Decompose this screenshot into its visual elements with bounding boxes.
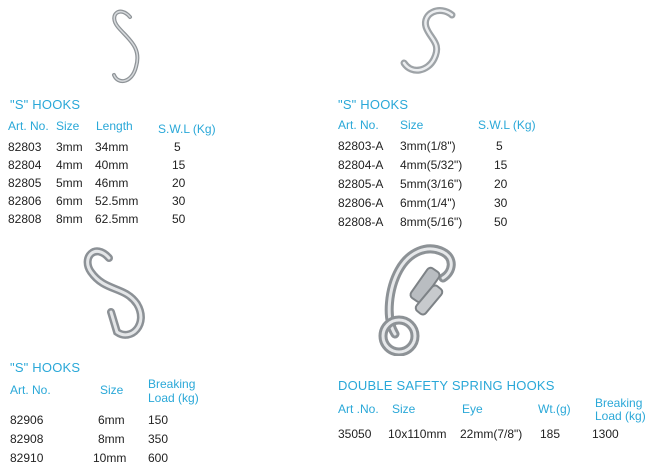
table-row — [330, 139, 630, 157]
table-row — [0, 140, 300, 158]
size: 6mm(1/4") — [400, 196, 456, 210]
art-no: 82908 — [10, 432, 44, 446]
table-row — [330, 427, 650, 445]
art-no: 82806 — [8, 194, 42, 208]
section1-header-length: Length — [96, 119, 133, 133]
swl: 20 — [172, 176, 186, 190]
art-no: 82806-A — [338, 196, 384, 210]
art-no: 82804 — [8, 158, 42, 172]
swl: 30 — [494, 196, 508, 210]
size: 4mm — [56, 158, 83, 172]
art-no: 82808 — [8, 212, 42, 226]
breaking-load: 600 — [148, 451, 169, 465]
s-hook-wide-icon — [75, 238, 165, 348]
art-no: 82805-A — [338, 177, 384, 191]
swl: 20 — [494, 177, 508, 191]
size: 3mm(1/8") — [400, 139, 456, 153]
length: 62.5mm — [95, 212, 139, 226]
weight: 185 — [540, 427, 561, 441]
section4-header-wt: Wt.(g) — [538, 402, 571, 416]
size: 8mm(5/16") — [400, 215, 463, 229]
table-row — [330, 158, 630, 176]
art-no: 82803-A — [338, 139, 384, 153]
size: 6mm — [56, 194, 83, 208]
section3-header-breaking: Breaking — [148, 377, 196, 391]
swl: 30 — [172, 194, 186, 208]
section4-header-artno: Art .No. — [338, 402, 379, 416]
size: 5mm — [56, 176, 83, 190]
size: 6mm — [98, 413, 125, 427]
art-no: 35050 — [338, 427, 372, 441]
table-row — [0, 451, 300, 469]
table-row — [0, 413, 300, 431]
length: 40mm — [95, 158, 129, 172]
section2-header-artno: Art. No. — [338, 118, 379, 132]
art-no: 82906 — [10, 413, 44, 427]
size: 8mm — [56, 212, 83, 226]
table-row — [0, 432, 300, 450]
table-row — [330, 196, 630, 214]
section2-header-size: Size — [400, 118, 424, 132]
length: 46mm — [95, 176, 129, 190]
table-row — [0, 212, 300, 230]
section1-header-swl: S.W.L (Kg) — [158, 122, 216, 136]
art-no: 82910 — [10, 451, 44, 465]
swl: 5 — [174, 140, 181, 154]
swl: 15 — [494, 158, 508, 172]
section3-header-load: Load (kg) — [148, 391, 199, 405]
table-row — [0, 176, 300, 194]
section1-title: "S" HOOKS — [10, 97, 81, 112]
section3-title: "S" HOOKS — [10, 360, 81, 375]
length: 34mm — [95, 140, 129, 154]
swl: 5 — [496, 139, 503, 153]
section2-header-swl: S.W.L (Kg) — [478, 118, 536, 132]
swl: 50 — [494, 215, 508, 229]
table-row — [0, 158, 300, 176]
size: 3mm — [56, 140, 83, 154]
table-row — [330, 177, 630, 195]
size: 10mm — [93, 451, 127, 465]
eye: 22mm(7/8") — [460, 427, 523, 441]
section1-header-size: Size — [56, 119, 80, 133]
s-hook-polished-icon — [390, 5, 470, 85]
section1-header-artno: Art. No. — [8, 119, 49, 133]
size: 5mm(3/16") — [400, 177, 463, 191]
section4-header-size: Size — [392, 402, 416, 416]
section3-header-size: Size — [100, 383, 124, 397]
double-safety-spring-hook-icon — [365, 238, 465, 356]
size: 10x110mm — [388, 427, 447, 441]
table-row — [0, 194, 300, 212]
size: 8mm — [98, 432, 125, 446]
art-no: 82808-A — [338, 215, 384, 229]
breaking-load: 350 — [148, 432, 169, 446]
swl: 50 — [172, 212, 186, 226]
size: 4mm(5/32") — [400, 158, 463, 172]
s-hook-thin-icon — [100, 5, 160, 90]
breaking-load: 1300 — [592, 427, 619, 441]
table-row — [330, 215, 630, 233]
section3-header-artno: Art. No. — [10, 383, 51, 397]
art-no: 82805 — [8, 176, 42, 190]
section4-header-load: Load (kg) — [595, 409, 646, 423]
section4-title: DOUBLE SAFETY SPRING HOOKS — [338, 378, 555, 393]
section4-header-breaking: Breaking — [595, 396, 643, 410]
length: 52.5mm — [95, 194, 139, 208]
section2-title: "S" HOOKS — [338, 97, 409, 112]
breaking-load: 150 — [148, 413, 169, 427]
art-no: 82804-A — [338, 158, 384, 172]
swl: 15 — [172, 158, 186, 172]
section4-header-eye: Eye — [462, 402, 483, 416]
art-no: 82803 — [8, 140, 42, 154]
